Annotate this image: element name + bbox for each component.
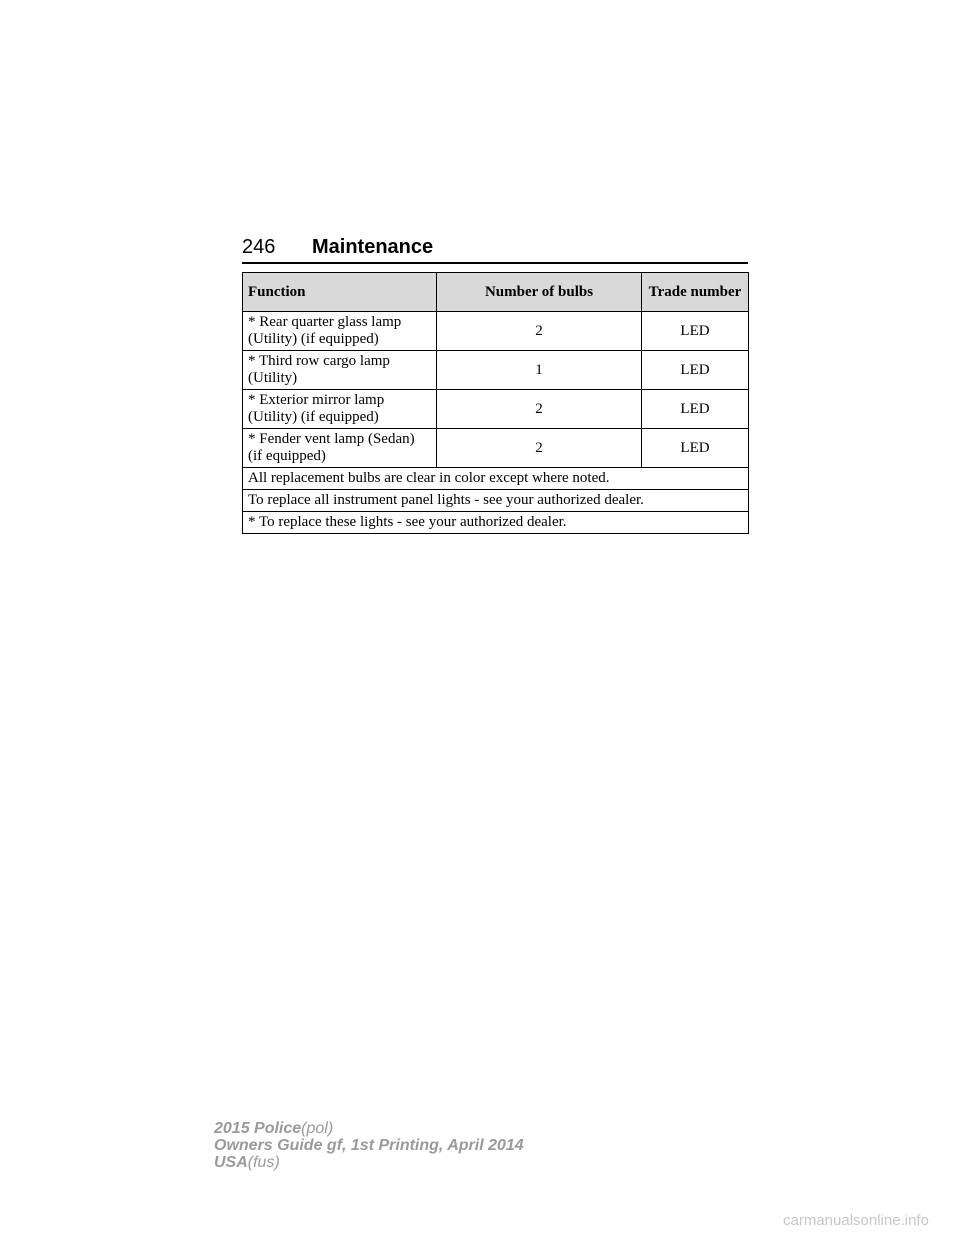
column-header-number-of-bulbs: Number of bulbs [437, 273, 642, 312]
page-title: Maintenance [312, 236, 434, 258]
cell-trade-number: LED [642, 351, 749, 390]
table-note-row [243, 490, 749, 512]
cell-function: * Fender vent lamp (Sedan) (if equipped) [243, 429, 437, 468]
cell-number-of-bulbs: 1 [437, 351, 642, 390]
column-header-trade-number: Trade number [642, 273, 749, 312]
cell-function: * Exterior mirror lamp (Utility) (if equipped) [243, 390, 437, 429]
cell-function: * Rear quarter glass lamp (Utility) (if equipped) [243, 312, 437, 351]
footer-line-3 [214, 1154, 524, 1171]
table-row [243, 390, 749, 429]
cell-trade-number: LED [642, 390, 749, 429]
footer-model: 2015 Police [214, 1120, 302, 1137]
footer-line-1 [214, 1120, 524, 1137]
cell-number-of-bulbs: 2 [437, 390, 642, 429]
cell-function: * Third row cargo lamp (Utility) [243, 351, 437, 390]
cell-number-of-bulbs: 2 [437, 429, 642, 468]
table-note: To replace all instrument panel lights - see your authorized dealer. [243, 490, 749, 512]
cell-number-of-bulbs: 2 [437, 312, 642, 351]
table-header-row [243, 273, 749, 312]
table-note: All replacement bulbs are clear in color except where noted. [243, 468, 749, 490]
footer-model-code: (pol) [301, 1120, 334, 1137]
table-note-row [243, 468, 749, 490]
watermark: carmanualsonline.info [783, 1212, 929, 1229]
table-note-row [243, 512, 749, 534]
cell-trade-number: LED [642, 429, 749, 468]
cell-trade-number: LED [642, 312, 749, 351]
table-row [243, 351, 749, 390]
footer-region: USA [214, 1154, 248, 1171]
bulb-table [242, 272, 749, 534]
document-footer [214, 1120, 524, 1171]
table-row [243, 312, 749, 351]
page-number: 246 [242, 236, 276, 258]
footer-line-2: Owners Guide gf, 1st Printing, April 2014 [214, 1137, 524, 1154]
table-note: * To replace these lights - see your authorized dealer. [243, 512, 749, 534]
table-row [243, 429, 749, 468]
page-header [242, 232, 748, 264]
footer-region-code: (fus) [247, 1154, 280, 1171]
column-header-function: Function [243, 273, 437, 312]
